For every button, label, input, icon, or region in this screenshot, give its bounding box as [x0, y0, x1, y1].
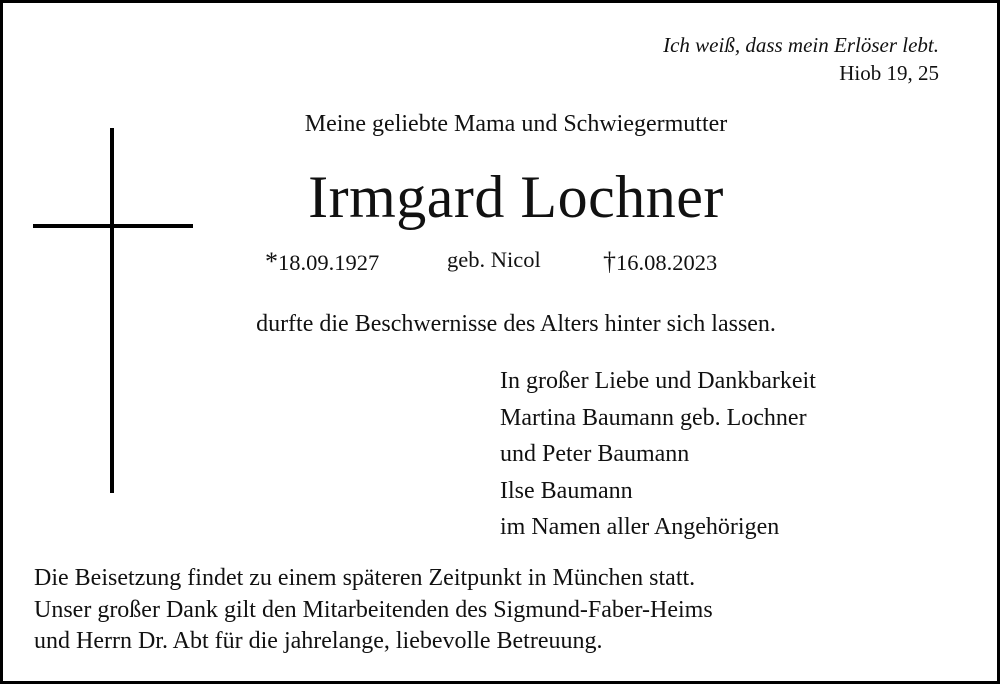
- signer-line: im Namen aller Angehörigen: [500, 514, 780, 540]
- death-date-value: 16.08.2023: [616, 250, 718, 275]
- bible-verse: Ich weiß, dass mein Erlöser lebt.: [663, 33, 939, 57]
- birth-date-value: 18.09.1927: [278, 250, 380, 275]
- birth-date: [265, 247, 379, 277]
- signer-line: Ilse Baumann: [500, 477, 633, 504]
- signer-line: Martina Baumann geb. Lochner: [500, 404, 807, 431]
- footer-line: und Herrn Dr. Abt für die jahrelange, liebevolle Betreuung.: [34, 628, 603, 654]
- death-symbol: †: [603, 247, 616, 276]
- signers-block: [500, 363, 816, 546]
- birth-symbol: *: [265, 247, 278, 276]
- intro-line: Meine geliebte Mama und Schwiegermutter: [304, 111, 728, 137]
- death-date: [603, 247, 717, 277]
- footer-line: Die Beisetzung findet zu einem späteren Zeitpunkt in München statt.: [34, 565, 696, 591]
- memorial-phrase: durfte die Beschwernisse des Alters hinter sich lassen.: [256, 311, 776, 337]
- deceased-name: Irmgard Lochner: [308, 164, 724, 230]
- bible-verse-reference: Hiob 19, 25: [839, 61, 939, 85]
- signer-line: und Peter Baumann: [500, 441, 690, 467]
- signer-line: In großer Liebe und Dankbarkeit: [500, 368, 816, 394]
- funeral-info: [34, 563, 713, 658]
- maiden-name: geb. Nicol: [447, 247, 541, 272]
- footer-line: Unser großer Dank gilt den Mitarbeitenden des Sigmund-Faber-Heims: [34, 596, 713, 623]
